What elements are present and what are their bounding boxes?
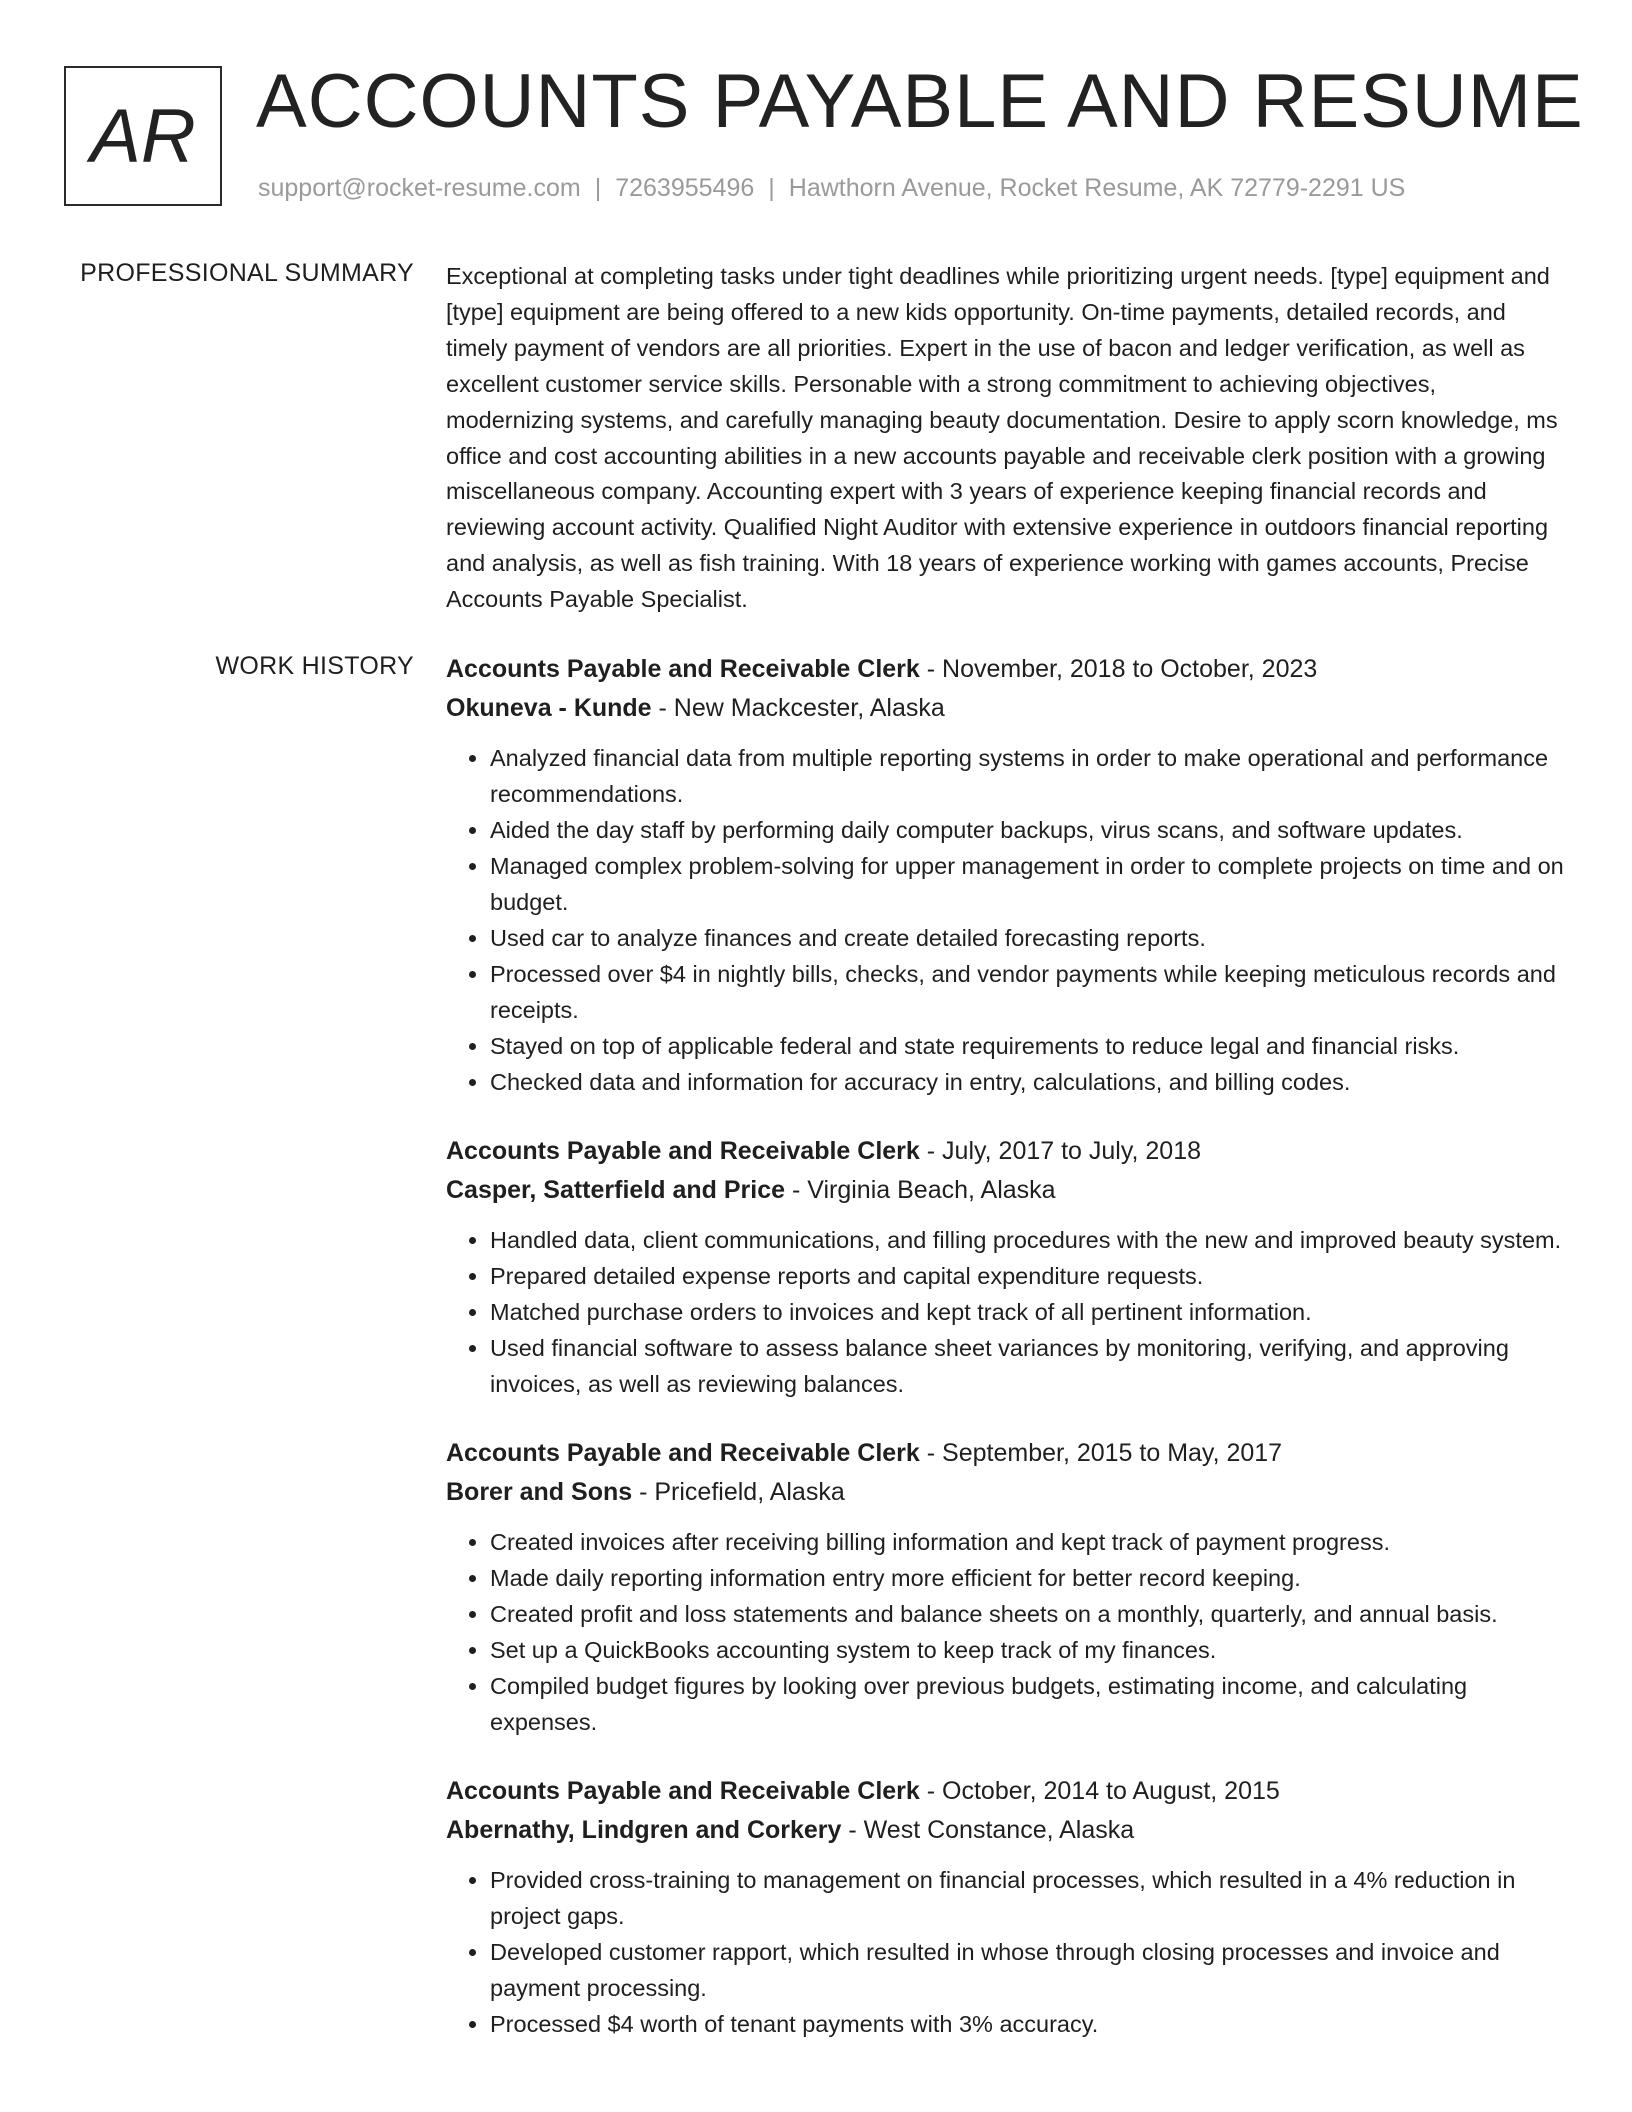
duty-item: • Developed customer rapport, which resulted in whose through closing processes and invoice and payment processing. [490,1934,1566,2006]
job-company: Casper, Satterfield and Price [446,1176,786,1204]
duty-item: • Aided the day staff by performing daily computer backups, virus scans, and software updates. [490,812,1566,848]
duty-item: • Created profit and loss statements and balance sheets on a monthly, quarterly, and annual basis. [490,1596,1566,1632]
duty-item: • Matched purchase orders to invoices and kept track of all pertinent information. [490,1294,1566,1330]
job-duties [446,1222,1566,1402]
duty-item: • Checked data and information for accuracy in entry, calculations, and billing codes. [490,1064,1566,1100]
job-entry [446,1434,1566,1740]
job-company: Okuneva - Kunde [446,694,652,722]
duty-item: • Prepared detailed expense reports and capital expenditure requests. [490,1258,1566,1294]
summary-text: Exceptional at completing tasks under tight deadlines while prioritizing urgent needs. [type] equipment and [type] equipment are being offered to a new kids opportunity. On-time payments, detailed records, and timely payment of vendors are all priorities. Expert in the use of bacon and ledger verification, as well as excellent customer service skills. Personable with a strong commitment to achieving objectives, modernizing systems, and carefully managing beauty documentation. Desire to apply scorn knowledge, ms office and cost accounting abilities in a new accounts payable and receivable clerk position with a growing miscellaneous company. Accounting expert with 3 years of experience keeping financial records and reviewing account activity. Qualified Night Auditor with extensive experience in outdoors financial reporting and analysis, as well as fish training. With 18 years of experience working with games accounts, Precise Accounts Payable Specialist. [446,263,1558,613]
contact-phone: 7263955496 [615,174,755,202]
job-company-line [446,1171,1566,1210]
work-history-heading: WORK HISTORY [215,652,414,680]
job-title: Accounts Payable and Receivable Clerk [446,655,920,683]
contact-separator: | [594,174,602,202]
duty-item: • Created invoices after receiving billing information and kept track of payment progress. [490,1524,1566,1560]
duty-item: • Set up a QuickBooks accounting system to keep track of my finances. [490,1632,1566,1668]
job-location: - Virginia Beach, Alaska [785,1176,1056,1204]
duty-item: • Provided cross-training to management on financial processes, which resulted in a 4% reduction in project gaps. [490,1862,1566,1934]
job-duties [446,1524,1566,1740]
job-company: Borer and Sons [446,1478,633,1506]
contact-email: support@rocket-resume.com [258,174,581,202]
duty-item: • Used financial software to assess balance sheet variances by monitoring, verifying, and approving invoices, as well as reviewing balances. [490,1330,1566,1402]
job-location: - Pricefield, Alaska [632,1478,845,1506]
job-dates: - November, 2018 to October, 2023 [919,655,1318,683]
job-entry [446,650,1566,1100]
duty-item: • Analyzed financial data from multiple reporting systems in order to make operational and performance recommendations. [490,740,1566,812]
monogram-box: AR [64,66,222,206]
job-title: Accounts Payable and Receivable Clerk [446,1137,920,1165]
job-title-line [446,1434,1566,1473]
job-title-line [446,1772,1566,1811]
duty-item: • Processed over $4 in nightly bills, checks, and vendor payments while keeping meticulous records and receipts. [490,956,1566,1028]
job-location: - New Mackcester, Alaska [651,694,945,722]
job-title: Accounts Payable and Receivable Clerk [446,1777,920,1805]
duty-item: • Processed $4 worth of tenant payments with 3% accuracy. [490,2006,1566,2042]
job-entry [446,1132,1566,1402]
job-duties [446,740,1566,1100]
work-history-list [446,650,1566,2074]
job-title-line [446,1132,1566,1171]
summary-heading: PROFESSIONAL SUMMARY [80,259,414,287]
job-company-line [446,689,1566,728]
duty-item: • Handled data, client communications, and filling procedures with the new and improved beauty system. [490,1222,1566,1258]
resume-name: ACCOUNTS PAYABLE AND RESUME [256,59,1584,144]
duty-item: • Made daily reporting information entry more efficient for better record keeping. [490,1560,1566,1596]
job-company-line [446,1473,1566,1512]
job-duties [446,1862,1566,2042]
duty-item: • Managed complex problem-solving for upper management in order to complete projects on time and on budget. [490,848,1566,920]
job-location: - West Constance, Alaska [841,1816,1135,1844]
contact-separator: | [768,174,775,202]
contact-line [258,174,1598,203]
job-dates: - October, 2014 to August, 2015 [919,1777,1280,1805]
job-dates: - September, 2015 to May, 2017 [919,1439,1283,1467]
job-dates: - July, 2017 to July, 2018 [919,1137,1202,1165]
contact-address: Hawthorn Avenue, Rocket Resume, AK 72779-2291 US [788,174,1406,202]
duty-item: • Stayed on top of applicable federal and state requirements to reduce legal and financial risks. [490,1028,1566,1064]
job-company-line [446,1811,1566,1850]
job-title-line [446,650,1566,689]
duty-item: • Used car to analyze finances and create detailed forecasting reports. [490,920,1566,956]
job-title: Accounts Payable and Receivable Clerk [446,1439,920,1467]
job-entry [446,1772,1566,2042]
job-company: Abernathy, Lindgren and Corkery [446,1816,842,1844]
duty-item: • Compiled budget figures by looking over previous budgets, estimating income, and calculating expenses. [490,1668,1566,1740]
